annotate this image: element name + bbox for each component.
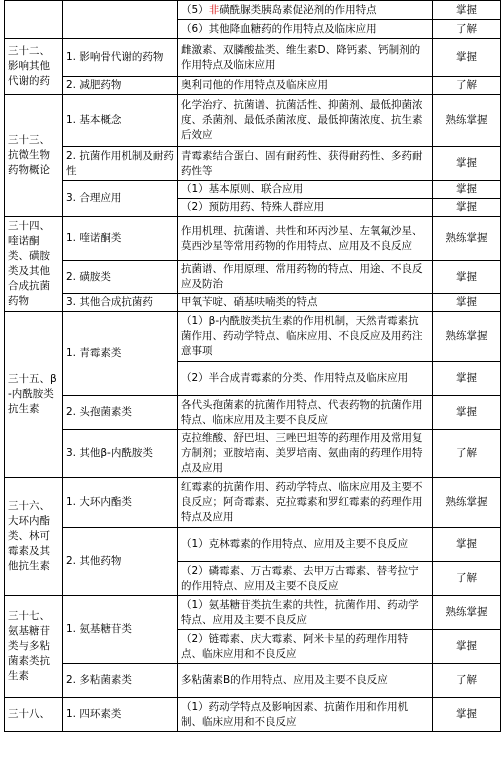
table-row xyxy=(5,396,501,430)
level-cell: 了解 xyxy=(433,562,501,596)
content-cell: （1）克林霉素的作用特点、应用及主要不良反应 xyxy=(178,528,433,562)
level-cell: 熟练掌握 xyxy=(433,95,501,147)
content-cell: （6）其他降血糖药的作用特点及临床应用 xyxy=(178,20,433,39)
table-row xyxy=(5,1,501,20)
content-cell: 作用机理、抗菌谱、共性和环丙沙星、左氧氟沙星、莫西沙星等常用药物的作用特点、应用及不良反应 xyxy=(178,217,433,261)
content-cell: 克拉维酸、舒巴坦、三唑巴坦等的药理作用及常用复方制剂；亚胺培南、美罗培南、氨曲南的药理作用特点及应用 xyxy=(178,430,433,478)
table-row xyxy=(5,430,501,478)
table-row xyxy=(5,312,501,362)
unit-cell: 三十三、抗微生物药物概论 xyxy=(5,95,63,217)
table-row xyxy=(5,95,501,147)
topic-cell: 1. 青霉素类 xyxy=(63,312,178,396)
topic-cell: 3. 其他β-内酰胺类 xyxy=(63,430,178,478)
content-cell: 雌激素、双膦酸盐类、维生素D、降钙素、钙制剂的作用特点及临床应用 xyxy=(178,39,433,77)
topic-cell: 2. 磺胺类 xyxy=(63,261,178,294)
level-cell: 掌握 xyxy=(433,698,501,732)
topic-cell xyxy=(63,1,178,39)
level-cell: 熟练掌握 xyxy=(433,478,501,528)
table-row xyxy=(5,528,501,562)
level-cell: 掌握 xyxy=(433,181,501,199)
content-cell: （2）磷霉素、万古霉素、去甲万古霉素、替考拉宁的作用特点、应用及主要不良反应 xyxy=(178,562,433,596)
topic-cell: 2. 头孢菌素类 xyxy=(63,396,178,430)
topic-cell: 2. 其他药物 xyxy=(63,528,178,596)
highlight-text: 非 xyxy=(208,3,220,16)
level-cell: 掌握 xyxy=(433,1,501,20)
topic-cell: 1. 四环素类 xyxy=(63,698,178,732)
topic-cell: 3. 其他合成抗菌药 xyxy=(63,294,178,312)
level-cell: 掌握 xyxy=(433,147,501,181)
content-cell: （1）药动学特点及影响因素、抗菌作用和作用机制、临床应用和不良反应 xyxy=(178,698,433,732)
level-cell: 掌握 xyxy=(433,199,501,217)
content-cell: （5）非磺酰脲类胰岛素促泌剂的作用特点 xyxy=(178,1,433,20)
topic-cell: 1. 影响骨代谢的药物 xyxy=(63,39,178,77)
content-cell: 奥利司他的作用特点及临床应用 xyxy=(178,77,433,95)
topic-cell: 2. 减肥药物 xyxy=(63,77,178,95)
content-cell: （2）链霉素、庆大霉素、阿米卡星的药理作用特点、临床应用和不良反应 xyxy=(178,630,433,664)
level-cell: 掌握 xyxy=(433,261,501,294)
topic-cell: 1. 氨基糖苷类 xyxy=(63,596,178,664)
table-row xyxy=(5,181,501,199)
level-cell: 掌握 xyxy=(433,362,501,396)
level-cell: 熟练掌握 xyxy=(433,312,501,362)
table-row xyxy=(5,261,501,294)
content-cell: （1）基本原则、联合应用 xyxy=(178,181,433,199)
table-row xyxy=(5,39,501,77)
table-row xyxy=(5,478,501,528)
level-cell: 熟练掌握 xyxy=(433,596,501,630)
level-cell: 了解 xyxy=(433,430,501,478)
table-row xyxy=(5,217,501,261)
content-cell: （1）β-内酰胺类抗生素的作用机制，天然青霉素抗菌作用、药动学特点、临床应用、不良反应及用药注意事项 xyxy=(178,312,433,362)
level-cell: 了解 xyxy=(433,20,501,39)
syllabus-table xyxy=(4,0,501,732)
topic-cell: 3. 合理应用 xyxy=(63,181,178,217)
table-row xyxy=(5,596,501,630)
content-cell: 甲氧苄啶、硝基呋喃类的特点 xyxy=(178,294,433,312)
topic-cell: 2. 多粘菌素类 xyxy=(63,664,178,698)
unit-cell: 三十二、影响其他代谢的药 xyxy=(5,39,63,95)
content-cell: 化学治疗、抗菌谱、抗菌活性、抑菌剂、最低抑菌浓度、杀菌剂、最低杀菌浓度、最低抑菌浓度、抗生素后效应 xyxy=(178,95,433,147)
unit-cell: 三十八、 xyxy=(5,698,63,732)
level-cell: 了解 xyxy=(433,664,501,698)
level-cell: 掌握 xyxy=(433,630,501,664)
table-row xyxy=(5,664,501,698)
level-cell: 掌握 xyxy=(433,396,501,430)
content-cell: 各代头孢菌素的抗菌作用特点、代表药物的抗菌作用特点、临床应用及主要不良反应 xyxy=(178,396,433,430)
level-cell: 熟练掌握 xyxy=(433,217,501,261)
level-cell: 掌握 xyxy=(433,39,501,77)
content-cell: 红霉素的抗菌作用、药动学特点、临床应用及主要不良反应；阿奇霉素、克拉霉素和罗红霉素的药理作用特点及应用 xyxy=(178,478,433,528)
level-cell: 掌握 xyxy=(433,528,501,562)
topic-cell: 2. 抗菌作用机制及耐药性 xyxy=(63,147,178,181)
unit-cell: 三十五、β-内酰胺类抗生素 xyxy=(5,312,63,478)
topic-cell: 1. 基本概念 xyxy=(63,95,178,147)
level-cell: 了解 xyxy=(433,77,501,95)
content-cell: （1）氨基糖苷类抗生素的共性，抗菌作用、药动学特点、应用及主要不良反应 xyxy=(178,596,433,630)
table-row xyxy=(5,698,501,732)
content-cell: 多粘菌素B的作用特点、应用及主要不良反应 xyxy=(178,664,433,698)
topic-cell: 1. 喹诺酮类 xyxy=(63,217,178,261)
content-cell: 抗菌谱、作用原理、常用药物的特点、用途、不良反应及防治 xyxy=(178,261,433,294)
unit-cell: 三十四、喹诺酮类、磺胺类及其他合成抗菌药物 xyxy=(5,217,63,312)
unit-cell xyxy=(5,1,63,39)
table-row xyxy=(5,77,501,95)
content-cell: （2）预防用药、特殊人群应用 xyxy=(178,199,433,217)
table-row xyxy=(5,294,501,312)
unit-cell: 三十六、大环内酯类、林可霉素及其他抗生素 xyxy=(5,478,63,596)
level-cell: 掌握 xyxy=(433,294,501,312)
content-cell: 青霉素结合蛋白、固有耐药性、获得耐药性、多药耐药性等 xyxy=(178,147,433,181)
topic-cell: 1. 大环内酯类 xyxy=(63,478,178,528)
table-row xyxy=(5,147,501,181)
content-cell: （2）半合成青霉素的分类、作用特点及临床应用 xyxy=(178,362,433,396)
unit-cell: 三十七、氨基糖苷类与多粘菌素类抗生素 xyxy=(5,596,63,698)
